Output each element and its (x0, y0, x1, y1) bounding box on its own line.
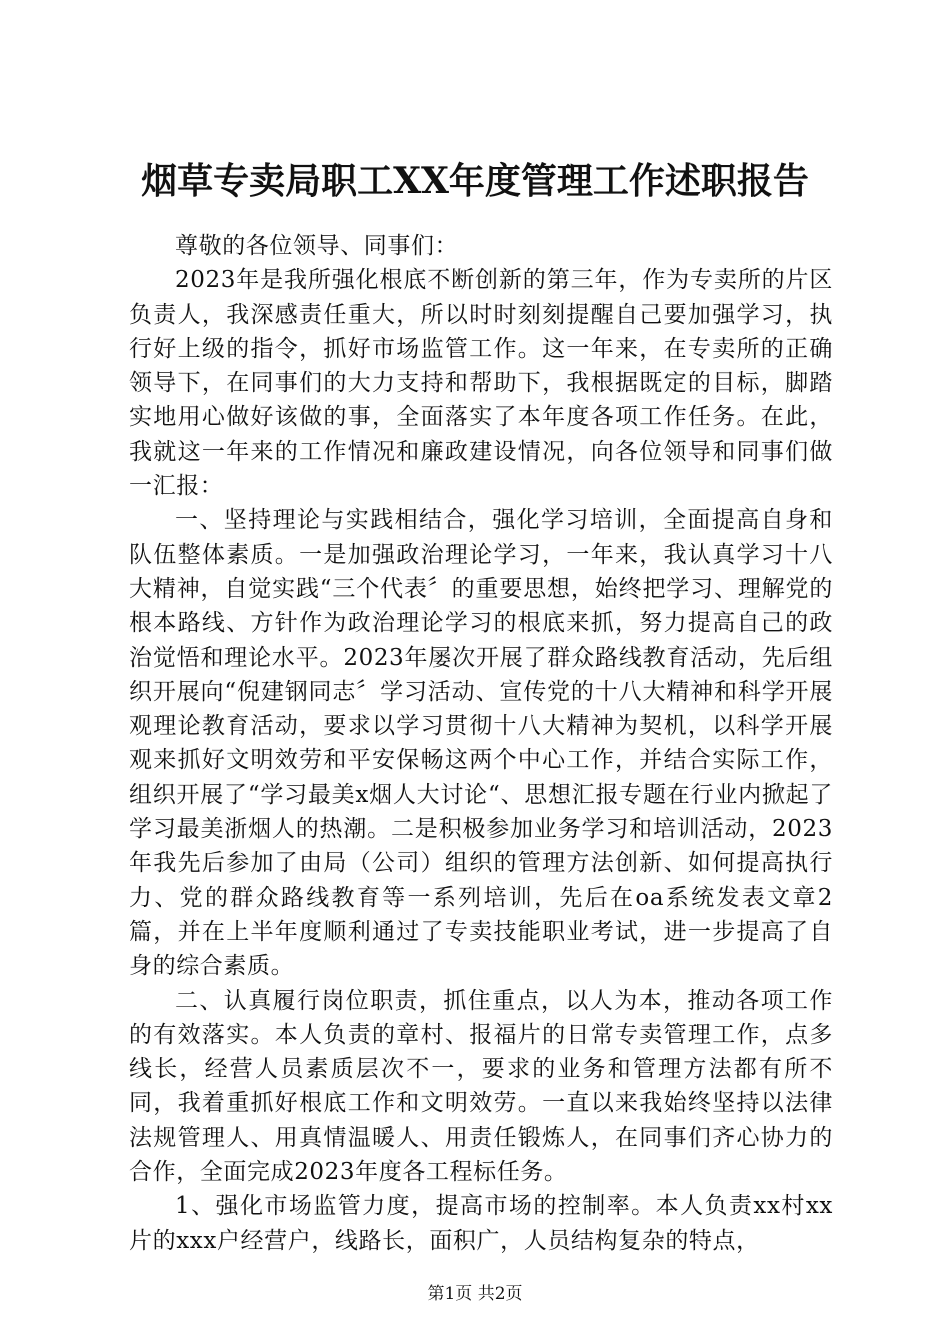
item-one-paragraph: 1、强化市场监管力度，提高市场的控制率。本人负责xx村xx片的xxx户经营户，线路长，面积广，人员结构复杂的特点， (129, 1193, 833, 1254)
salutation-paragraph: 尊敬的各位领导、同事们： (175, 233, 459, 259)
document-title: 烟草专卖局职工XX年度管理工作述职报告 (141, 160, 809, 202)
section-one-paragraph: 一、坚持理论与实践相结合，强化学习培训，全面提高自身和队伍整体素质。一是加强政治理论学习，一年来，我认真学习十八大精神，自觉实践“三个代表〞的重要思想，始终把学习、理解党的根本路线、方针作为政治理论学习的根底来抓，努力提高自己的政治觉悟和理论水平。2023年屡次开展了群众路线教育活动，先后组织开展向“倪建钢同志〞学习活动、宣传党的十八大精神和科学开展观理论教育活动，要求以学习贯彻十八大精神为契机，以科学开展观来抓好文明效劳和平安保畅这两个中心工作，并结合实际工作，组织开展了“学习最美x烟人大讨论“、思想汇报专题在行业内掀起了学习最美浙烟人的热潮。二是积极参加业务学习和培训活动，2023年我先后参加了由局（公司）组织的管理方法创新、如何提高执行力、党的群众路线教育等一系列培训，先后在oa系统发表文章2篇，并在上半年度顺利通过了专卖技能职业考试，进一步提高了自身的综合素质。 (129, 507, 833, 980)
page-footer: 第1页 共2页 (427, 1284, 523, 1304)
section-two-paragraph: 二、认真履行岗位职责，抓住重点，以人为本，推动各项工作的有效落实。本人负责的章村、报福片的日常专卖管理工作，点多线长，经营人员素质层次不一，要求的业务和管理方法都有所不同，我着重抓好根底工作和文明效劳。一直以来我始终坚持以法律法规管理人、用真情温暖人、用责任锻炼人，在同事们齐心协力的合作，全面完成2023年度各工程标任务。 (129, 987, 833, 1186)
document-body (129, 229, 833, 1258)
intro-paragraph: 2023年是我所强化根底不断创新的第三年，作为专卖所的片区负责人，我深感责任重大，所以时时刻刻提醒自己要加强学习，执行好上级的指令，抓好市场监管工作。这一年来，在专卖所的正确领导下，在同事们的大力支持和帮助下，我根据既定的目标，脚踏实地用心做好该做的事，全面落实了本年度各项工作任务。在此，我就这一年来的工作情况和廉政建设情况，向各位领导和同事们做一汇报： (129, 267, 833, 500)
